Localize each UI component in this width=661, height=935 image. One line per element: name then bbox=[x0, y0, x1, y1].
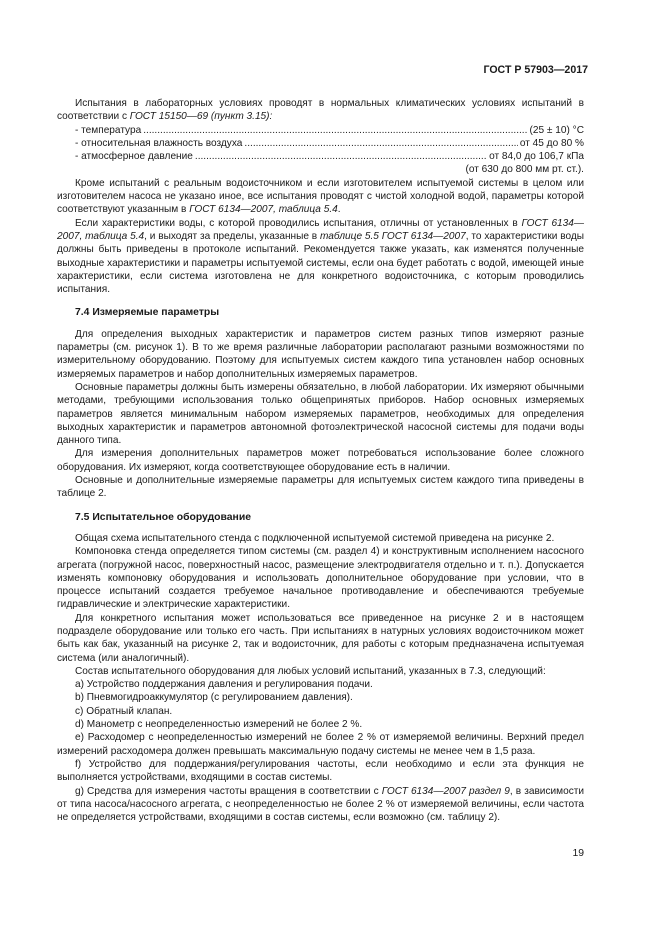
condition-value: (25 ± 10) °С bbox=[529, 124, 584, 136]
document-id: ГОСТ Р 57903—2017 bbox=[483, 64, 588, 76]
text: g) Средства для измерения частоты вращения в соответствии с bbox=[75, 785, 382, 797]
standard-ref: ГОСТ 6134—2007, таблица 5.4 bbox=[189, 204, 338, 216]
s75-paragraph-1: Общая схема испытательного стенда с подключенной испытуемой системой приведена на рисунке 2. bbox=[75, 532, 555, 544]
condition-humidity bbox=[75, 137, 584, 150]
section-7-5-title: 7.5 Испытательное оборудование bbox=[75, 511, 251, 523]
condition-temperature bbox=[75, 124, 584, 137]
standard-ref: ГОСТ 6134—2007 раздел 9 bbox=[381, 785, 510, 797]
list-item-b: b) Пневмогидроаккумулятор (с регулированием давления). bbox=[75, 692, 353, 704]
leader-dots bbox=[244, 137, 517, 150]
list-item-c: c) Обратный клапан. bbox=[75, 705, 173, 717]
condition-label: - относительная влажность воздуха bbox=[75, 137, 243, 149]
leader-dots bbox=[143, 124, 527, 137]
s74-paragraph-4: Основные и дополнительные измеряемые параметры для испытуемых систем каждого типа приведены в таблице 2. bbox=[57, 475, 584, 500]
s74-paragraph-2: Основные параметры должны быть измерены обязательно, в любой лаборатории. Их измеряют обычными методами, требующими использования только общепринятых приборов. Набор основных измеряемых параметров является минимальным набором измеряемых параметров, необходимых для определения выходных характеристик и параметров автономной фотоэлектрической насосной системы для подачи воды данного типа. bbox=[57, 381, 584, 447]
page-body bbox=[57, 97, 584, 824]
text: , то характеристики воды должны быть приведены в протоколе испытаний. Рекомендуется также указать, как изменятся полученные выходные характеристики и параметры испытуемой системы, если она будет работать с водой, имеющей иные характеристики, если система изготовлена не для конкретного водоисточника, с которым проводились испытания. bbox=[57, 230, 584, 296]
condition-note: (от 630 до 800 мм рт. ст.). bbox=[465, 164, 584, 176]
text: , и выходят за пределы, указанные в bbox=[144, 230, 320, 242]
list-item-d: d) Манометр с неопределенностью измерений не более 2 %. bbox=[75, 719, 363, 731]
s75-paragraph-2: Компоновка стенда определяется типом системы (см. раздел 4) и конструктивным исполнением насосного агрегата (погружной насос, поверхностный насос, размещение электродвигателя отдельно и т. п.). Допускается изменять компоновку оборудования и использовать дополнительное оборудование при условии, что в процессе испытаний создается требуемое начальное противодавление и обеспечиваются требуемые гидравлические и электрические характеристики. bbox=[57, 546, 584, 611]
section-7-4-title: 7.4 Измеряемые параметры bbox=[75, 307, 220, 319]
condition-value: от 84,0 до 106,7 кПа bbox=[489, 151, 584, 163]
condition-label: - температура bbox=[75, 124, 142, 136]
paragraph-water-characteristics bbox=[57, 217, 584, 297]
s75-paragraph-4: Состав испытательного оборудования для любых условий испытаний, указанных в 7.3, следующий: bbox=[75, 665, 546, 677]
intro-text: Испытания в лабораторных условиях проводят в нормальных климатических условиях испытаний в соответствии с bbox=[57, 98, 584, 123]
page-number: 19 bbox=[572, 848, 584, 859]
condition-label: - атмосферное давление bbox=[75, 151, 193, 163]
text: Кроме испытаний с реальным водоисточником и если изготовителем испытуемой системы в целом или изготовителем насоса не указано иное, все испытания проводят с чистой холодной водой, параметры которой соответствуют указанным в bbox=[57, 177, 584, 216]
condition-value: от 45 до 80 % bbox=[519, 137, 584, 149]
s75-paragraph-3: Для конкретного испытания может использоваться все приведенное на рисунке 2 и в настоящем подразделе оборудование или только его часть. При испытаниях в натурных условиях водоисточником может быть как бак, указанный на рисунке 2, так и водоисточник, для работы с которым предназначена испытуемая система (или аналогичный). bbox=[57, 612, 584, 664]
standard-ref: ГОСТ 6134—2007, таблица 5.4 bbox=[57, 217, 584, 242]
text: Если характеристики воды, с которой проводились испытания, отличны от установленных в bbox=[75, 217, 522, 229]
list-item-f: f) Устройство для поддержания/регулирования частоты, если необходимо и если эта функция не выполняется устройствами, входящими в состав системы. bbox=[57, 758, 584, 784]
standard-ref: таблице 5.5 ГОСТ 6134—2007 bbox=[320, 230, 466, 242]
list-item-e: e) Расходомер с неопределенностью измерений не более 2 % от измеряемой величины. Верхний предел измерений расходомера должен превышать максимальную подачу системы не менее чем в 1,5 раза. bbox=[57, 732, 584, 757]
s74-paragraph-1: Для определения выходных характеристик и параметров систем разных типов измеряют разные параметры (см. рисунок 1). В то же время различные лаборатории располагают разными возможностями по измерительному оборудованию. Поэтому для испытуемых систем каждого типа установлен набор основных измеряемых параметров и набор дополнительных измеряемых параметров. bbox=[57, 328, 584, 380]
intro-ref: ГОСТ 15150—69 (пункт 3.15): bbox=[129, 111, 273, 123]
leader-dots bbox=[195, 150, 487, 163]
intro-paragraph bbox=[57, 97, 584, 124]
text: . bbox=[337, 204, 341, 216]
list-item-a: а) Устройство поддержания давления и регулирования подачи. bbox=[75, 679, 373, 691]
s74-paragraph-3: Для измерения дополнительных параметров может потребоваться использование более сложного оборудования. Их измеряют, когда соответствующее оборудование есть в наличии. bbox=[57, 448, 584, 473]
condition-pressure bbox=[75, 150, 584, 163]
text: , в зависимости от типа насоса/насосного агрегата, с неопределенностью не более 2 % от измеряемой величины, если частота не определяется устройствами, входящими в состав системы, если возможно (см. таблицу 2). bbox=[57, 785, 584, 824]
paragraph-clean-water bbox=[57, 177, 584, 217]
list-item-g bbox=[57, 785, 584, 825]
